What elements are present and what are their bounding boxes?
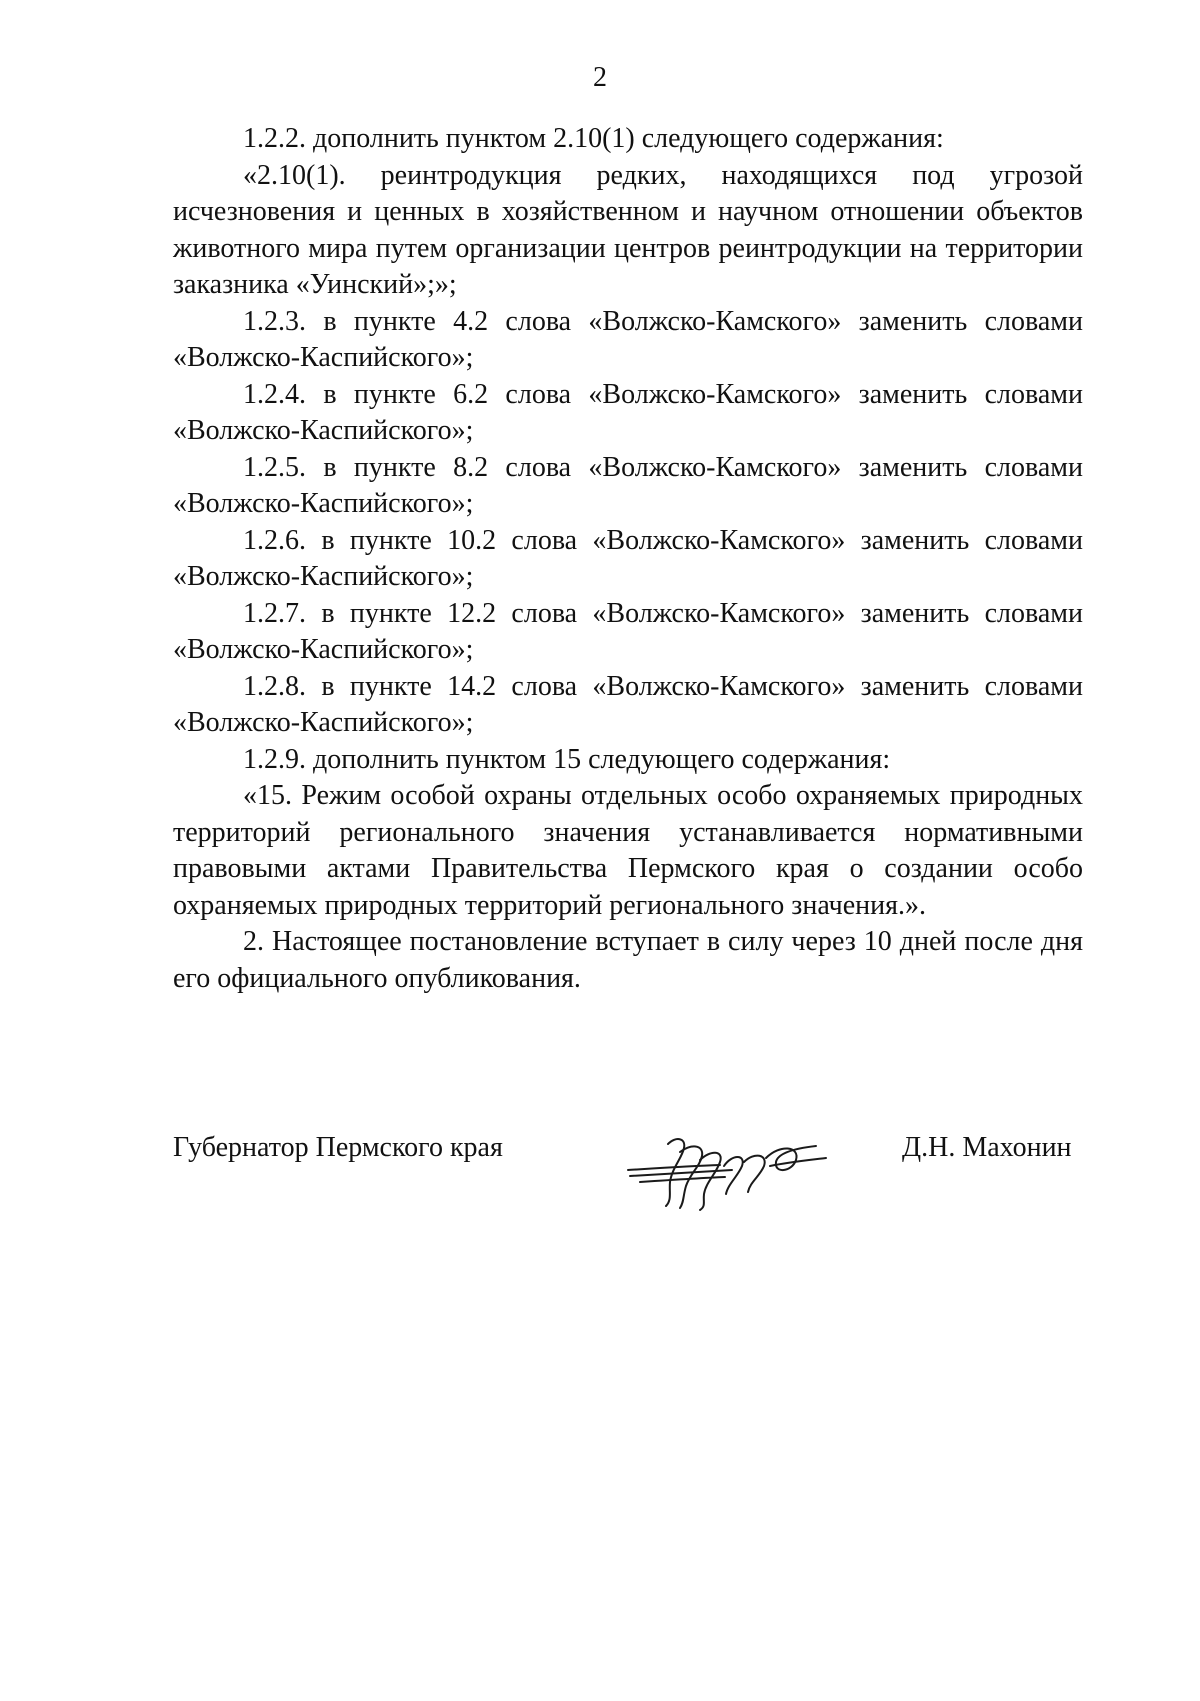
signature-block [0,1122,1200,1212]
document-body [173,121,1083,997]
signatory-title: Губернатор Пермского края [173,1132,503,1163]
paragraph-2-effective-date: 2. Настоящее постановление вступает в силу через 10 дней после дня его официального опубликования. [173,926,1083,994]
paragraph-15-text: «15. Режим особой охраны отдельных особо охраняемых природных территорий регионального значения устанавливается нормативными правовыми актами Правительства Пермского края о создании особо охраняемых природных территорий регионального значения.». [173,780,1083,921]
paragraph-1-2-4: 1.2.4. в пункте 6.2 слова «Волжско-Камского» заменить словами «Волжско-Каспийского»; [173,378,1083,446]
signatory-name: Д.Н. Махонин [902,1132,1072,1163]
page-number: 2 [593,62,607,93]
paragraph-1-2-9: 1.2.9. дополнить пунктом 15 следующего содержания: [243,743,891,775]
paragraph-1-2-7: 1.2.7. в пункте 12.2 слова «Волжско-Камского» заменить словами «Волжско-Каспийского»; [173,597,1083,665]
paragraph-1-2-6: 1.2.6. в пункте 10.2 слова «Волжско-Камского» заменить словами «Волжско-Каспийского»; [173,524,1083,592]
paragraph-1-2-2: 1.2.2. дополнить пунктом 2.10(1) следующего содержания: [243,123,944,154]
paragraph-2-10-1-text: «2.10(1). реинтродукция редких, находящихся под угрозой исчезновения и ценных в хозяйственном и научном отношении объектов животного мира путем организации центров реинтродукции на территории заказника «Уинский»;»; [173,159,1083,300]
paragraph-1-2-5: 1.2.5. в пункте 8.2 слова «Волжско-Камского» заменить словами «Волжско-Каспийского»; [173,451,1083,519]
paragraph-1-2-8: 1.2.8. в пункте 14.2 слова «Волжско-Камского» заменить словами «Волжско-Каспийского»; [173,670,1083,738]
paragraph-1-2-3: 1.2.3. в пункте 4.2 слова «Волжско-Камского» заменить словами «Волжско-Каспийского»; [173,305,1083,373]
handwritten-signature [620,1122,830,1212]
